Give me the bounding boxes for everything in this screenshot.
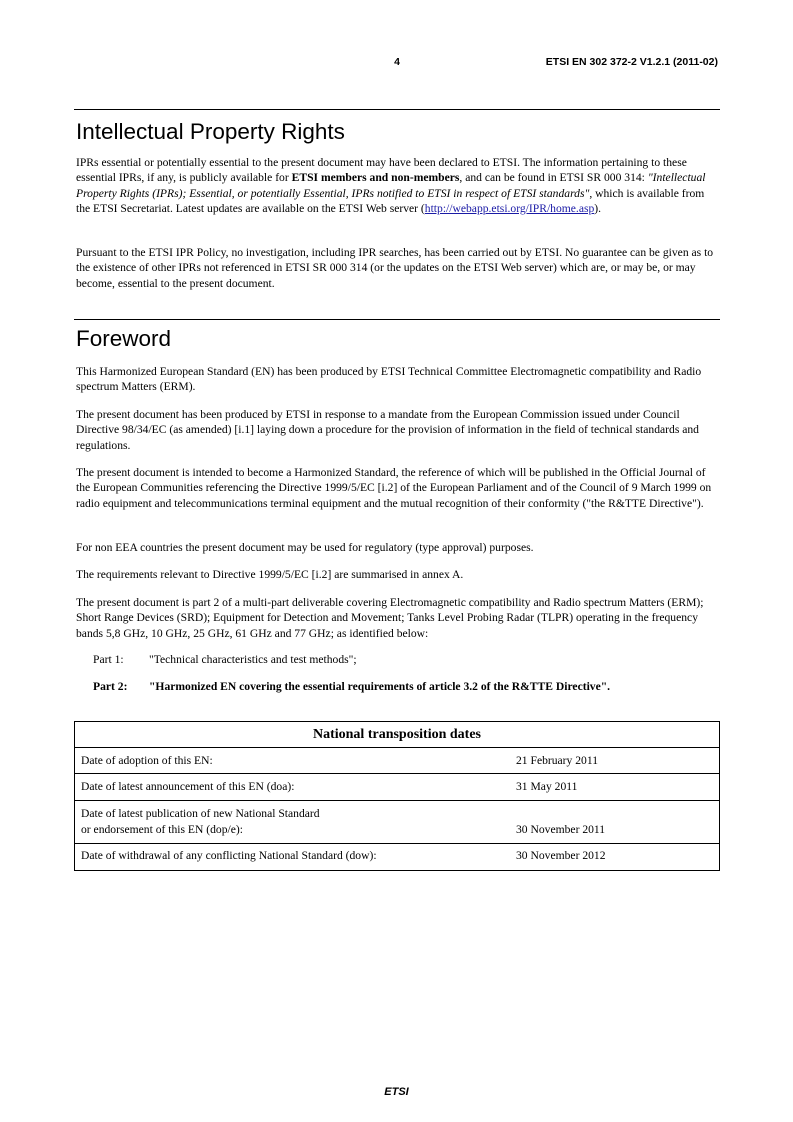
page-footer: ETSI	[384, 1086, 409, 1098]
table-title: National transposition dates	[75, 722, 719, 748]
part-2-line: Part 2: "Harmonized EN covering the essential requirements of article 3.2 of the R&TTE Directive".	[93, 680, 611, 693]
table-row	[75, 774, 719, 801]
row-value: 30 November 2012	[516, 849, 606, 862]
section-rule	[74, 109, 720, 110]
document-id: ETSI EN 302 372-2 V1.2.1 (2011-02)	[545, 56, 718, 68]
row-value: 30 November 2011	[516, 823, 606, 836]
table-row	[75, 844, 719, 870]
row-label: Date of adoption of this EN:	[81, 754, 213, 767]
row-value: 31 May 2011	[516, 780, 578, 793]
row-label-line-1: Date of latest publication of new National Standard	[81, 807, 320, 820]
foreword-paragraph-2: The present document has been produced by ETSI in response to a mandate from the European Commission issued under Council Directive 98/34/EC (as amended) [i.1] laying down a procedure for the provision of information in the field of technical standards and regulations.	[76, 408, 699, 452]
foreword-paragraph-3: The present document is intended to become a Harmonized Standard, the reference of which will be published in the Official Journal of the European Communities referencing the Directive 1999/5/EC [i.2] of the European Parliament and of the Council of 9 March 1999 on radio equipment and telecommunications terminal equipment and the mutual recognition of their conformity ("the R&TTE Directive").	[76, 466, 712, 510]
transposition-dates-table	[74, 721, 720, 871]
ipr-heading: Intellectual Property Rights	[76, 119, 345, 144]
foreword-paragraph-1: This Harmonized European Standard (EN) has been produced by ETSI Technical Committee Electromagnetic compatibility and Radio spectrum Matters (ERM).	[76, 365, 702, 394]
ipr-link[interactable]: http://webapp.etsi.org/IPR/home.asp	[424, 201, 595, 215]
foreword-paragraph-5: The requirements relevant to Directive 1999/5/EC [i.2] are summarised in annex A.	[76, 568, 464, 581]
foreword-heading: Foreword	[76, 326, 172, 351]
ipr-paragraph-2: Pursuant to the ETSI IPR Policy, no investigation, including IPR searches, has been carried out by ETSI. No guarantee can be given as to the existence of other IPRs not referenced in ETSI SR 000 314 (or the updates on the ETSI Web server) which are, or may be, or may become, essential to the present document.	[76, 246, 714, 290]
page-number: 4	[394, 56, 400, 68]
foreword-paragraph-4: For non EEA countries the present document may be used for regulatory (type approval) purposes.	[76, 541, 534, 554]
section-rule	[74, 319, 720, 320]
row-label: Date of withdrawal of any conflicting National Standard (dow):	[81, 849, 377, 862]
row-value: 21 February 2011	[516, 754, 598, 767]
row-label-line-2: or endorsement of this EN (dop/e):	[81, 823, 243, 836]
table-row	[75, 801, 719, 844]
part-1-line: Part 1: "Technical characteristics and test methods";	[93, 653, 357, 666]
table-row	[75, 748, 719, 774]
ipr-paragraph-1: IPRs essential or potentially essential to the present document may have been declared to ETSI. The information pertaining to these essential IPRs, if any, is publicly available for ETSI members and non-members, and can be found in ETSI SR 000 314: "Intellectual Property Rights (IPRs); Essential, or potentially Essential, IPRs notified to ETSI in respect of ETSI standards", which is available from the ETSI Secretariat. Latest updates are available on the ETSI Web server (http://webapp.etsi.org/IPR/home.asp).	[76, 156, 706, 215]
page-header	[76, 56, 718, 72]
row-label: Date of latest announcement of this EN (doa):	[81, 780, 295, 793]
foreword-paragraph-6: The present document is part 2 of a multi-part deliverable covering Electromagnetic compatibility and Radio spectrum Matters (ERM); Short Range Devices (SRD); Equipment for Detection and Movement; Tanks Level Probing Radar (TLPR) operating in the frequency bands 5,8 GHz, 10 GHz, 25 GHz, 61 GHz and 77 GHz; as identified below:	[76, 596, 704, 640]
